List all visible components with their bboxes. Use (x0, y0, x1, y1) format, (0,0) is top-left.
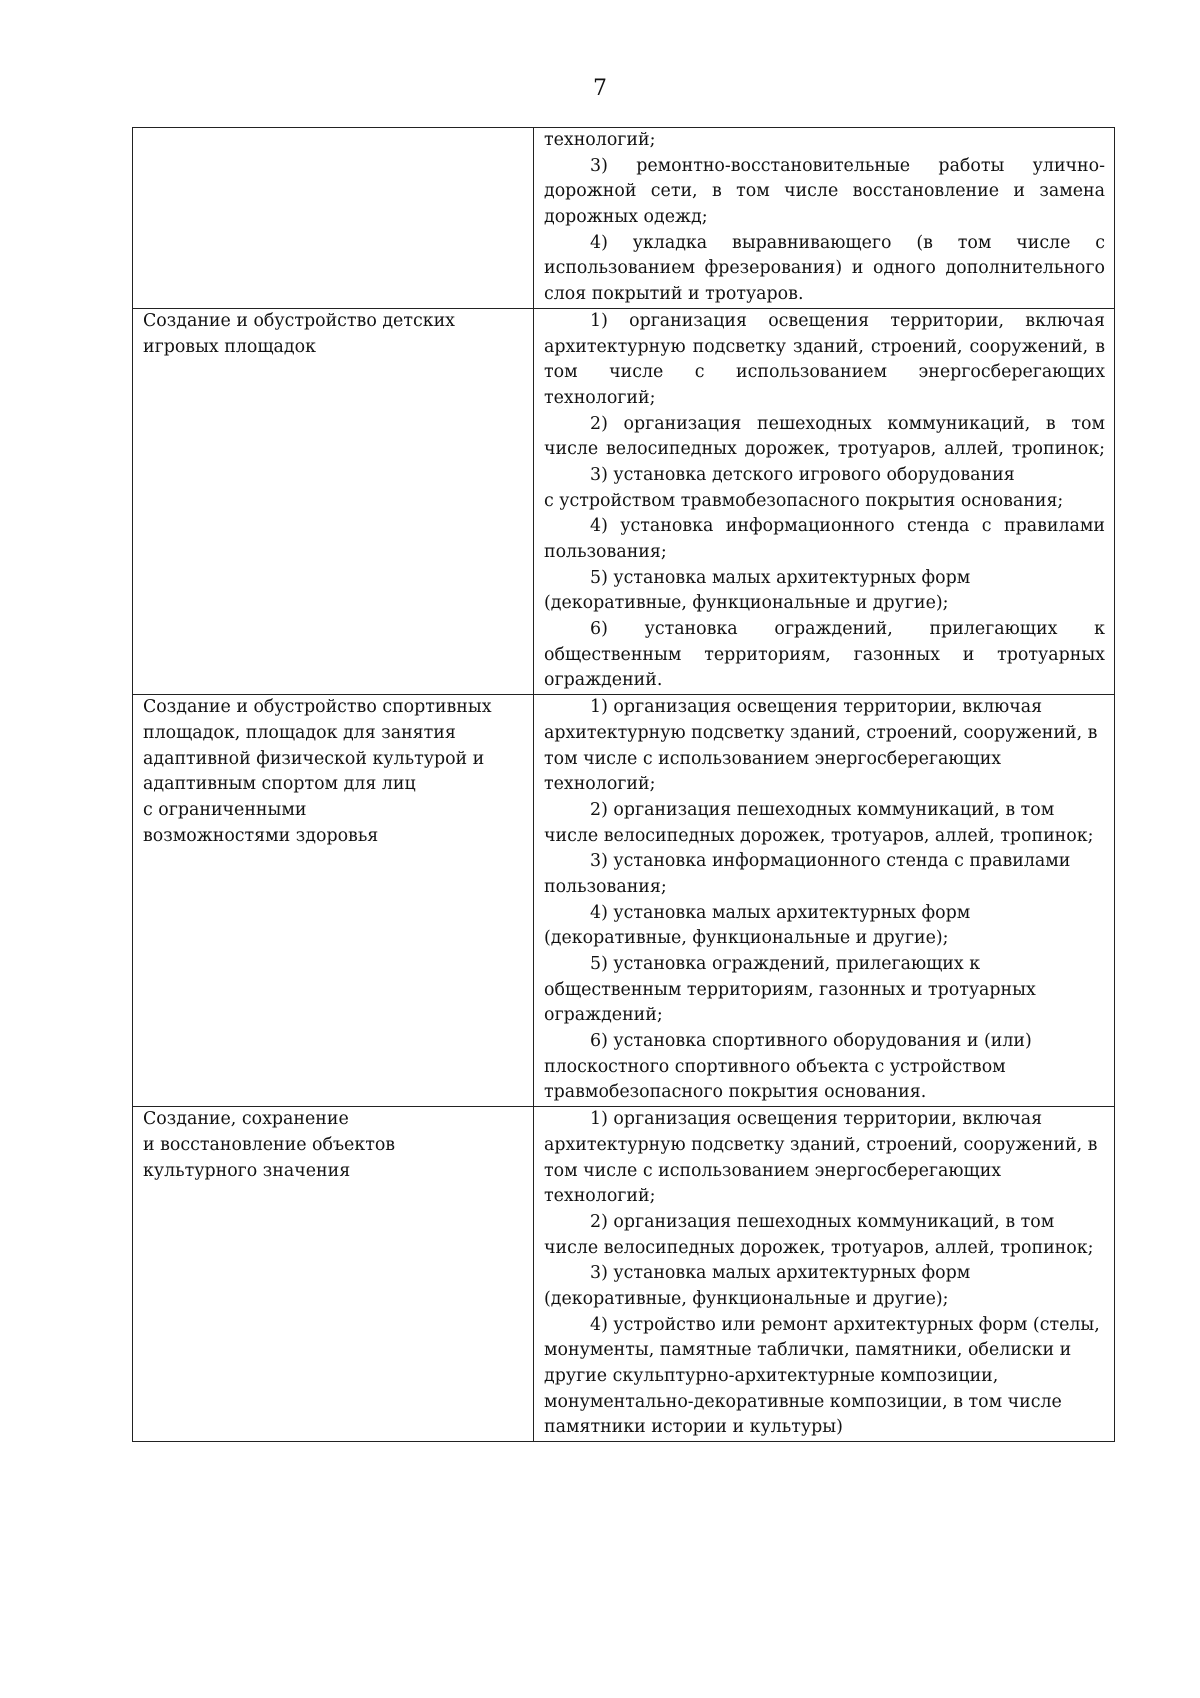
measures-table (132, 127, 1115, 1442)
table-row (133, 128, 1115, 309)
works-cell (534, 1107, 1115, 1442)
works-line: (декоративные, функциональные и другие); (544, 928, 949, 949)
works-line: пользования; (544, 876, 667, 897)
works-line: том числе с использованием энергосберегающих (544, 362, 1105, 383)
works-line: архитектурную подсветку зданий, строений, сооружений, в (544, 1134, 1098, 1155)
works-line: технологий; (544, 387, 656, 408)
works-line: том числе с использованием энергосберегающих (544, 1160, 1002, 1181)
works-line: технологий; (544, 1186, 656, 1207)
category-line: культурного значения (143, 1160, 351, 1181)
works-line: 1) организация освещения территории, включая (590, 1109, 1043, 1130)
category-cell (133, 695, 534, 1107)
works-line: травмобезопасного покрытия основания. (544, 1082, 927, 1103)
works-line: 3) установка детского игрового оборудования (590, 464, 1015, 485)
works-line: с устройством травмобезопасного покрытия основания; (544, 490, 1064, 511)
works-line: пользования; (544, 542, 667, 562)
works-line: 3) ремонтно-восстановительные работы улично- (590, 155, 1105, 176)
works-line: монументально-декоративные композиции, в том числе (544, 1391, 1062, 1412)
works-line: дорожной сети, в том числе восстановление и замена (544, 181, 1105, 202)
works-line: другие скульптурно-архитектурные композиции, (544, 1366, 999, 1386)
category-line: возможностями здоровья (143, 825, 379, 846)
category-line: с ограниченными (143, 799, 307, 820)
category-line: Создание и обустройство спортивных (143, 697, 492, 718)
works-line: памятники истории и культуры) (544, 1417, 843, 1438)
works-line: архитектурную подсветку зданий, строений, сооружений, в (544, 336, 1105, 357)
works-line: 2) организация пешеходных коммуникаций, в том (590, 799, 1055, 820)
works-line: ограждений. (544, 670, 663, 691)
works-line: 5) установка малых архитектурных форм (590, 567, 971, 588)
works-line: 2) организация пешеходных коммуникаций, в том (590, 1211, 1055, 1232)
works-cell (534, 308, 1115, 694)
page-number: 7 (593, 76, 607, 101)
works-cell (534, 128, 1115, 309)
works-line: 4) установка информационного стенда с правилами (590, 516, 1105, 537)
category-line: адаптивной физической культурой и (143, 748, 485, 769)
table-row (133, 1107, 1115, 1442)
works-line: слоя покрытий и тротуаров. (544, 284, 804, 305)
works-line: 4) устройство или ремонт архитектурных форм (стелы, (590, 1314, 1100, 1335)
category-line: игровых площадок (143, 336, 316, 357)
works-cell (534, 695, 1115, 1107)
table-body (133, 128, 1115, 1442)
category-line: Создание и обустройство детских (143, 310, 455, 331)
works-line: дорожных одежд; (544, 207, 708, 228)
works-line: архитектурную подсветку зданий, строений, сооружений, в (544, 722, 1098, 743)
works-line: 6) установка спортивного оборудования и (или) (590, 1031, 1032, 1052)
works-line: 1) организация освещения территории, включая (590, 310, 1105, 331)
works-line: плоскостного спортивного объекта с устройством (544, 1056, 1006, 1077)
works-line: технологий; (544, 774, 656, 795)
works-line: общественным территориям, газонных и тротуарных (544, 644, 1105, 665)
works-line: 3) установка малых архитектурных форм (590, 1263, 971, 1284)
works-line: 1) организация освещения территории, включая (590, 697, 1043, 718)
works-line: 6) установка ограждений, прилегающих к (590, 619, 1105, 640)
works-line: 4) установка малых архитектурных форм (590, 902, 971, 923)
works-line: 5) установка ограждений, прилегающих к (590, 954, 981, 974)
works-line: числе велосипедных дорожек, тротуаров, аллей, тропинок; (544, 1237, 1094, 1258)
works-line: том числе с использованием энергосберегающих (544, 748, 1002, 769)
works-line: 4) укладка выравнивающего (в том числе с (590, 232, 1105, 253)
category-cell (133, 128, 534, 309)
works-line: технологий; (544, 130, 656, 150)
works-line: числе велосипедных дорожек, тротуаров, аллей, тропинок; (544, 439, 1105, 460)
works-line: 3) установка информационного стенда с правилами (590, 851, 1071, 872)
works-line: (декоративные, функциональные и другие); (544, 1288, 949, 1309)
table-row (133, 695, 1115, 1107)
category-cell (133, 308, 534, 694)
category-line: адаптивным спортом для лиц (143, 774, 416, 795)
category-line: площадок, площадок для занятия (143, 722, 456, 743)
works-line: числе велосипедных дорожек, тротуаров, аллей, тропинок; (544, 825, 1094, 846)
works-line: (декоративные, функциональные и другие); (544, 593, 949, 614)
category-line: Создание, сохранение (143, 1109, 349, 1130)
works-line: монументы, памятные таблички, памятники, обелиски и (544, 1340, 1072, 1361)
table-row (133, 308, 1115, 694)
works-line: 2) организация пешеходных коммуникаций, в том (590, 413, 1105, 434)
works-line: ограждений; (544, 1005, 663, 1026)
category-cell (133, 1107, 534, 1442)
works-line: общественным территориям, газонных и тротуарных (544, 979, 1036, 1000)
works-line: использованием фрезерования) и одного дополнительного (544, 258, 1105, 279)
category-line: и восстановление объектов (143, 1134, 396, 1155)
